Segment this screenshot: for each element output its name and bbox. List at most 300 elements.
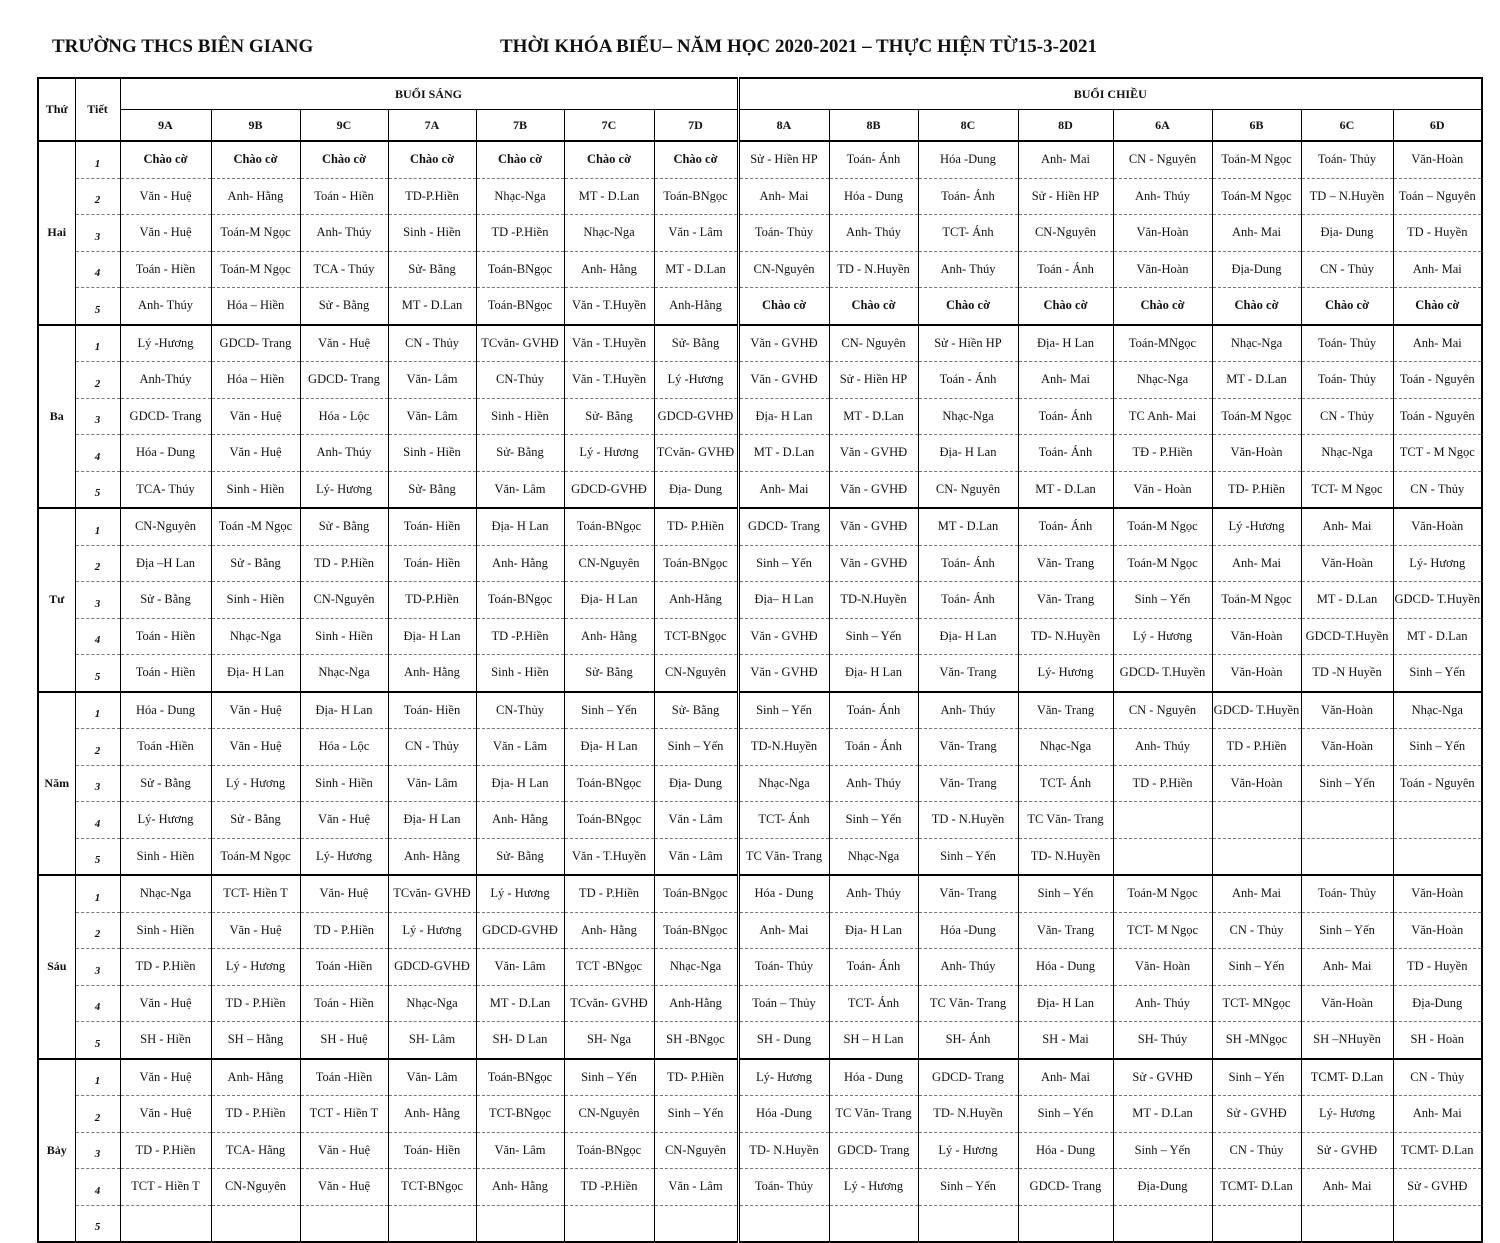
schedule-cell: Anh- Mai	[738, 471, 829, 508]
schedule-cell: Chào cờ	[300, 141, 388, 178]
period-number: 4	[75, 1169, 120, 1206]
schedule-cell: Văn- Trang	[1018, 912, 1113, 949]
schedule-cell: Chào cờ	[918, 288, 1018, 325]
schedule-cell	[1113, 802, 1212, 839]
schedule-cell: CN - Thủy	[1393, 471, 1482, 508]
schedule-cell: Toán- Ánh	[829, 692, 918, 729]
schedule-cell: Toán- Ánh	[918, 545, 1018, 582]
schedule-cell: Anh- Hằng	[476, 802, 564, 839]
schedule-cell: TCT- Ánh	[738, 802, 829, 839]
schedule-cell: Anh- Mai	[1393, 1096, 1482, 1133]
schedule-cell: Hóa – Hiền	[211, 362, 300, 399]
schedule-cell: Văn - Huệ	[120, 1059, 211, 1096]
schedule-cell: CN - Thủy	[1301, 398, 1393, 435]
schedule-cell: Văn - Huệ	[120, 215, 211, 252]
schedule-cell: Sử - Bằng	[300, 288, 388, 325]
schedule-cell: Toán - Ánh	[1018, 251, 1113, 288]
schedule-cell: CN-Thủy	[476, 692, 564, 729]
schedule-cell: Sử - GVHĐ	[1393, 1169, 1482, 1206]
schedule-cell: Sử - Bằng	[120, 765, 211, 802]
schedule-cell: TCT- M Ngọc	[1113, 912, 1212, 949]
schedule-cell: CN-Nguyên	[738, 251, 829, 288]
period-row	[38, 1022, 1482, 1059]
schedule-cell: Anh- Thúy	[300, 435, 388, 472]
schedule-cell: Toán-M Ngọc	[211, 838, 300, 875]
schedule-cell: Toán- Hiền	[388, 692, 476, 729]
schedule-cell: Sử - GVHĐ	[1301, 1132, 1393, 1169]
schedule-cell: Toán-BNgọc	[654, 545, 738, 582]
schedule-cell: Sinh - Hiền	[476, 655, 564, 692]
schedule-cell: MT - D.Lan	[388, 288, 476, 325]
schedule-cell: Toán- Thủy	[738, 1169, 829, 1206]
period-number: 2	[75, 729, 120, 766]
schedule-cell: TD - P.Hiền	[120, 949, 211, 986]
schedule-cell: CN-Nguyên	[564, 1096, 654, 1133]
schedule-cell: Toán- Ánh	[918, 582, 1018, 619]
schedule-cell: Hóa - Dung	[120, 435, 211, 472]
schedule-cell: Toán -M Ngọc	[211, 508, 300, 545]
schedule-cell: TCT- Ánh	[918, 215, 1018, 252]
period-row	[38, 1059, 1482, 1096]
schedule-cell: Sinh – Yến	[1113, 1132, 1212, 1169]
schedule-cell: Anh- Mai	[1301, 949, 1393, 986]
schedule-cell: Chào cờ	[476, 141, 564, 178]
schedule-cell: Sinh – Yến	[738, 692, 829, 729]
schedule-cell: Anh- Mai	[1212, 875, 1301, 912]
schedule-cell: Sinh - Hiền	[388, 435, 476, 472]
schedule-cell: Chào cờ	[388, 141, 476, 178]
schedule-cell: TD-P.Hiền	[388, 582, 476, 619]
schedule-cell: TCT- MNgọc	[1212, 985, 1301, 1022]
schedule-cell: Địa– H Lan	[738, 582, 829, 619]
class-header: 8B	[829, 110, 918, 142]
schedule-cell: Chào cờ	[1301, 288, 1393, 325]
schedule-cell: Anh- Hằng	[211, 1059, 300, 1096]
schedule-cell	[1301, 838, 1393, 875]
schedule-cell: Toán-BNgọc	[564, 802, 654, 839]
schedule-cell: Anh- Thúy	[120, 288, 211, 325]
schedule-cell: TD -P.Hiền	[476, 618, 564, 655]
schedule-cell: GDCD-GVHĐ	[476, 912, 564, 949]
schedule-cell: Sử- Bằng	[388, 471, 476, 508]
schedule-cell: Lý -Hương	[120, 325, 211, 362]
schedule-cell: Toán- Thủy	[1301, 362, 1393, 399]
schedule-cell: Nhạc-Nga	[829, 838, 918, 875]
schedule-cell: Toán-BNgọc	[654, 178, 738, 215]
schedule-cell: MT - D.Lan	[1393, 618, 1482, 655]
schedule-cell: Văn - Huệ	[120, 985, 211, 1022]
schedule-cell: Anh- Hằng	[388, 838, 476, 875]
schedule-cell: CN - Thủy	[388, 325, 476, 362]
period-number: 2	[75, 362, 120, 399]
schedule-cell: Sử - Hiền HP	[738, 141, 829, 178]
period-number: 2	[75, 545, 120, 582]
period-number: 2	[75, 178, 120, 215]
schedule-cell: Lý- Hương	[1018, 655, 1113, 692]
schedule-cell: CN - Thủy	[1212, 1132, 1301, 1169]
day-header: Thứ	[38, 78, 75, 141]
schedule-cell: MT - D.Lan	[1113, 1096, 1212, 1133]
schedule-cell: GDCD- T.Huyền	[1113, 655, 1212, 692]
schedule-cell: Toán-M Ngọc	[1212, 178, 1301, 215]
schedule-cell: GDCD- Trang	[1018, 1169, 1113, 1206]
day-label: Sáu	[38, 875, 75, 1059]
schedule-cell: TCT-BNgọc	[476, 1096, 564, 1133]
schedule-cell: Lý- Hương	[120, 802, 211, 839]
schedule-cell: Anh-Thúy	[120, 362, 211, 399]
schedule-cell: Toán-MNgọc	[1113, 325, 1212, 362]
schedule-cell: Toán - Hiền	[300, 178, 388, 215]
schedule-cell: Toán-BNgọc	[564, 1132, 654, 1169]
schedule-cell: Địa- H Lan	[388, 802, 476, 839]
schedule-cell: Anh- Mai	[1212, 215, 1301, 252]
period-number: 4	[75, 618, 120, 655]
schedule-cell: Lý - Hương	[388, 912, 476, 949]
schedule-cell: Sinh - Hiền	[388, 215, 476, 252]
schedule-cell: TD- N.Huyền	[738, 1132, 829, 1169]
schedule-cell: Toán-M Ngọc	[1113, 875, 1212, 912]
class-header: 6D	[1393, 110, 1482, 142]
schedule-cell: Văn - GVHĐ	[738, 362, 829, 399]
schedule-cell: TD - Huyền	[1393, 215, 1482, 252]
period-number: 3	[75, 1132, 120, 1169]
schedule-cell: Hóa - Dung	[1018, 1132, 1113, 1169]
class-header: 9A	[120, 110, 211, 142]
schedule-cell: Địa- H Lan	[388, 618, 476, 655]
schedule-cell: Lý - Hương	[211, 765, 300, 802]
class-header: 9C	[300, 110, 388, 142]
schedule-cell: TD -N Huyền	[1301, 655, 1393, 692]
period-number: 4	[75, 435, 120, 472]
schedule-cell: Sinh - Hiền	[300, 618, 388, 655]
schedule-cell: Lý - Hương	[1113, 618, 1212, 655]
schedule-cell: Văn-Hoàn	[1393, 141, 1482, 178]
schedule-cell: Anh- Thúy	[918, 949, 1018, 986]
schedule-cell: Hóa - Dung	[1018, 949, 1113, 986]
schedule-cell: MT - D.Lan	[1212, 362, 1301, 399]
schedule-cell: Anh- Thúy	[918, 251, 1018, 288]
schedule-cell: Lý -Hương	[654, 362, 738, 399]
schedule-cell: SH - Dung	[738, 1022, 829, 1059]
schedule-cell: TCT-BNgọc	[388, 1169, 476, 1206]
schedule-cell: Văn- Trang	[918, 765, 1018, 802]
schedule-cell: Toán – Thủy	[738, 985, 829, 1022]
class-header: 9B	[211, 110, 300, 142]
schedule-cell: CN - Thủy	[1212, 912, 1301, 949]
schedule-cell: Văn- Trang	[1018, 582, 1113, 619]
schedule-cell: Toán-M Ngọc	[211, 215, 300, 252]
period-number: 1	[75, 1059, 120, 1096]
schedule-cell: Toán - Ánh	[918, 362, 1018, 399]
schedule-cell: Toán-BNgọc	[564, 765, 654, 802]
schedule-cell	[1018, 1205, 1113, 1242]
schedule-cell: TD - Huyền	[1393, 949, 1482, 986]
period-row	[38, 288, 1482, 325]
schedule-cell: GDCD- T.Huyền	[1212, 692, 1301, 729]
schedule-cell: Văn - Lâm	[654, 215, 738, 252]
schedule-cell: Sử - Hiền HP	[1018, 178, 1113, 215]
period-row	[38, 325, 1482, 362]
schedule-cell: Nhạc-Nga	[211, 618, 300, 655]
schedule-cell: TCT- Ánh	[1018, 765, 1113, 802]
schedule-cell: TD- P.Hiền	[654, 508, 738, 545]
schedule-cell: Địa- H Lan	[829, 655, 918, 692]
schedule-cell: Toán- Ánh	[1018, 398, 1113, 435]
schedule-cell: Văn- Trang	[1018, 692, 1113, 729]
schedule-cell: Anh- Mai	[1018, 1059, 1113, 1096]
schedule-cell: TD - P.Hiền	[211, 985, 300, 1022]
schedule-cell: GDCD- Trang	[829, 1132, 918, 1169]
schedule-cell: Sinh – Yến	[654, 729, 738, 766]
schedule-cell	[1393, 838, 1482, 875]
schedule-cell	[738, 1205, 829, 1242]
schedule-cell: Văn - T.Huyền	[564, 838, 654, 875]
schedule-cell: Lý - Hương	[564, 435, 654, 472]
schedule-cell: Địa- Dung	[654, 471, 738, 508]
schedule-cell: TCvăn- GVHĐ	[564, 985, 654, 1022]
period-row	[38, 141, 1482, 178]
schedule-cell: TCT - M Ngọc	[1393, 435, 1482, 472]
schedule-cell: Anh- Hằng	[564, 912, 654, 949]
period-number: 4	[75, 985, 120, 1022]
schedule-cell: TD - P.Hiền	[211, 1096, 300, 1133]
schedule-cell: Văn- Trang	[918, 729, 1018, 766]
schedule-cell: Địa- H Lan	[738, 398, 829, 435]
schedule-cell: Địa- Dung	[1301, 215, 1393, 252]
schedule-cell: Hóa - Dung	[829, 178, 918, 215]
schedule-cell: Sinh – Yến	[829, 618, 918, 655]
period-row	[38, 949, 1482, 986]
schedule-cell: Sinh – Yến	[1393, 655, 1482, 692]
schedule-cell: TC Văn- Trang	[1018, 802, 1113, 839]
schedule-cell: Toán- Hiền	[388, 1132, 476, 1169]
schedule-cell: Toán- Ánh	[918, 178, 1018, 215]
schedule-cell: Địa-Dung	[1113, 1169, 1212, 1206]
schedule-cell: Lý - Hương	[829, 1169, 918, 1206]
schedule-cell: Anh- Mai	[1018, 141, 1113, 178]
schedule-cell: GDCD- Trang	[211, 325, 300, 362]
schedule-cell: Nhạc-Nga	[1301, 435, 1393, 472]
schedule-cell: TCA- Hằng	[211, 1132, 300, 1169]
schedule-cell: TCT- Hiền T	[211, 875, 300, 912]
schedule-cell: Sinh – Yến	[564, 1059, 654, 1096]
schedule-cell: Lý -Hương	[1212, 508, 1301, 545]
schedule-cell: TD – N.Huyền	[1301, 178, 1393, 215]
schedule-cell: Địa- H Lan	[300, 692, 388, 729]
schedule-cell: TĐ - P.Hiền	[1113, 435, 1212, 472]
schedule-cell: TCT -BNgọc	[564, 949, 654, 986]
schedule-cell	[300, 1205, 388, 1242]
period-row	[38, 618, 1482, 655]
schedule-cell: SH- Ánh	[918, 1022, 1018, 1059]
schedule-cell: Sinh – Yến	[1018, 875, 1113, 912]
schedule-cell: CN - Nguyên	[1113, 141, 1212, 178]
schedule-cell: Văn-Hoàn	[1301, 729, 1393, 766]
schedule-cell: Nhạc-Nga	[564, 215, 654, 252]
schedule-cell: Sinh – Yến	[829, 802, 918, 839]
schedule-cell: TD - P.Hiền	[1113, 765, 1212, 802]
day-label: Ba	[38, 325, 75, 509]
schedule-cell: Lý- Hương	[738, 1059, 829, 1096]
period-number: 4	[75, 802, 120, 839]
class-header: 7C	[564, 110, 654, 142]
period-number: 5	[75, 288, 120, 325]
schedule-cell: Toán- Thủy	[1301, 141, 1393, 178]
period-number: 1	[75, 325, 120, 362]
schedule-cell: Hóa -Dung	[918, 912, 1018, 949]
schedule-cell: Sử - Bằng	[120, 582, 211, 619]
schedule-cell: Toán- Ánh	[829, 141, 918, 178]
period-number: 5	[75, 655, 120, 692]
schedule-cell: Văn-Hoàn	[1212, 765, 1301, 802]
period-row	[38, 471, 1482, 508]
schedule-cell	[564, 1205, 654, 1242]
class-header: 6B	[1212, 110, 1301, 142]
schedule-cell	[829, 1205, 918, 1242]
schedule-cell: Chào cờ	[829, 288, 918, 325]
schedule-cell: Chào cờ	[1393, 288, 1482, 325]
schedule-cell	[1393, 1205, 1482, 1242]
schedule-cell: TD-P.Hiền	[388, 178, 476, 215]
schedule-cell: GDCD- Trang	[738, 508, 829, 545]
afternoon-session-header: BUỔI CHIỀU	[738, 78, 1482, 110]
schedule-cell: CN- Nguyên	[829, 325, 918, 362]
schedule-cell: CN - Thủy	[1393, 1059, 1482, 1096]
schedule-cell	[1212, 802, 1301, 839]
schedule-cell: Anh- Mai	[1393, 325, 1482, 362]
schedule-cell: Văn-Hoàn	[1301, 692, 1393, 729]
schedule-cell: Nhạc-Nga	[1393, 692, 1482, 729]
timetable	[37, 77, 1483, 1243]
schedule-cell: Văn - GVHĐ	[738, 325, 829, 362]
schedule-cell: Văn-Hoàn	[1301, 985, 1393, 1022]
period-number: 1	[75, 141, 120, 178]
schedule-cell: GDCD- Trang	[300, 362, 388, 399]
schedule-cell: Lý- Hương	[1301, 1096, 1393, 1133]
schedule-cell: Anh-Hằng	[654, 288, 738, 325]
period-row	[38, 985, 1482, 1022]
schedule-cell: Văn-Hoàn	[1212, 435, 1301, 472]
schedule-cell: Địa- H Lan	[564, 729, 654, 766]
schedule-cell: Văn- Trang	[1018, 545, 1113, 582]
schedule-cell: Toán - Hiền	[300, 985, 388, 1022]
schedule-cell: Văn- Hoàn	[1113, 949, 1212, 986]
schedule-cell: Anh- Mai	[738, 912, 829, 949]
schedule-cell: Sử- Bằng	[388, 251, 476, 288]
schedule-cell: Sinh – Yến	[918, 838, 1018, 875]
schedule-cell: TCA - Thúy	[300, 251, 388, 288]
period-number: 3	[75, 215, 120, 252]
class-header: 6A	[1113, 110, 1212, 142]
schedule-cell: Nhạc-Nga	[120, 875, 211, 912]
schedule-cell: TCMT- D.Lan	[1212, 1169, 1301, 1206]
schedule-cell: Sinh – Yến	[918, 1169, 1018, 1206]
class-header: 8D	[1018, 110, 1113, 142]
schedule-cell: Sử- Bằng	[564, 655, 654, 692]
schedule-cell	[1301, 1205, 1393, 1242]
schedule-cell: Toán-M Ngọc	[1212, 398, 1301, 435]
schedule-cell: Văn - Huệ	[211, 435, 300, 472]
schedule-cell: Địa- H Lan	[564, 582, 654, 619]
schedule-cell: Hóa -Dung	[738, 1096, 829, 1133]
schedule-cell: Văn - Huệ	[211, 729, 300, 766]
schedule-cell: MT - D.Lan	[1301, 582, 1393, 619]
schedule-cell: Sử - Hiền HP	[829, 362, 918, 399]
schedule-cell: CN-Nguyên	[654, 655, 738, 692]
period-number: 5	[75, 1205, 120, 1242]
period-row	[38, 251, 1482, 288]
schedule-cell: Sinh - Hiền	[120, 912, 211, 949]
schedule-cell	[1113, 1205, 1212, 1242]
schedule-cell: TD - P.Hiền	[300, 545, 388, 582]
schedule-cell: Văn - Huệ	[300, 1132, 388, 1169]
schedule-cell: Sử- Bằng	[654, 325, 738, 362]
schedule-cell: CN - Nguyên	[1113, 692, 1212, 729]
schedule-cell: CN-Nguyên	[564, 545, 654, 582]
schedule-cell: Văn - Lâm	[654, 1169, 738, 1206]
schedule-cell: Văn - GVHĐ	[829, 545, 918, 582]
schedule-cell	[1301, 802, 1393, 839]
schedule-cell: Địa- H Lan	[918, 435, 1018, 472]
period-row	[38, 912, 1482, 949]
schedule-cell: Toán -Hiền	[300, 949, 388, 986]
schedule-cell: Nhạc-Nga	[918, 398, 1018, 435]
schedule-cell: Hóa - Dung	[120, 692, 211, 729]
schedule-cell: Văn-Hoàn	[1212, 655, 1301, 692]
morning-session-header: BUỔI SÁNG	[120, 78, 738, 110]
schedule-cell: TD-N.Huyền	[738, 729, 829, 766]
schedule-cell: Toán - Nguyên	[1393, 398, 1482, 435]
schedule-cell: TCvăn- GVHĐ	[654, 435, 738, 472]
schedule-cell: Sử - Bằng	[300, 508, 388, 545]
schedule-cell	[388, 1205, 476, 1242]
schedule-cell: GDCD-GVHĐ	[388, 949, 476, 986]
schedule-cell	[918, 1205, 1018, 1242]
schedule-cell: MT - D.Lan	[829, 398, 918, 435]
schedule-cell: Chào cờ	[654, 141, 738, 178]
schedule-cell: CN-Thủy	[476, 362, 564, 399]
schedule-cell: Văn-Hoàn	[1393, 508, 1482, 545]
schedule-cell: SH - Huệ	[300, 1022, 388, 1059]
schedule-cell: Văn - Huệ	[300, 802, 388, 839]
schedule-cell: Anh- Thúy	[918, 692, 1018, 729]
schedule-cell: GDCD-T.Huyền	[1301, 618, 1393, 655]
schedule-cell: Toán -Hiền	[300, 1059, 388, 1096]
schedule-cell: MT - D.Lan	[476, 985, 564, 1022]
day-label: Tư	[38, 508, 75, 692]
schedule-cell: CN-Nguyên	[654, 1132, 738, 1169]
schedule-cell: Sinh – Yến	[1018, 1096, 1113, 1133]
schedule-cell: Sinh – Yến	[1113, 582, 1212, 619]
schedule-cell: Sử- Bằng	[476, 435, 564, 472]
period-number: 5	[75, 471, 120, 508]
schedule-cell: Anh-Hằng	[654, 985, 738, 1022]
schedule-cell: Anh-Hằng	[654, 582, 738, 619]
schedule-cell	[211, 1205, 300, 1242]
schedule-cell: SH –NHuyền	[1301, 1022, 1393, 1059]
period-row	[38, 765, 1482, 802]
schedule-cell: Địa –H Lan	[120, 545, 211, 582]
schedule-cell: Lý - Hương	[476, 875, 564, 912]
schedule-cell: GDCD- Trang	[120, 398, 211, 435]
schedule-cell: Sinh - Hiền	[211, 582, 300, 619]
schedule-cell: Toán - Hiền	[120, 655, 211, 692]
day-label: Hai	[38, 141, 75, 325]
schedule-cell: Địa- H Lan	[1018, 985, 1113, 1022]
schedule-cell: Toán - Ánh	[829, 729, 918, 766]
schedule-cell: Lý- Hương	[1393, 545, 1482, 582]
schedule-cell: SH- Lâm	[388, 1022, 476, 1059]
